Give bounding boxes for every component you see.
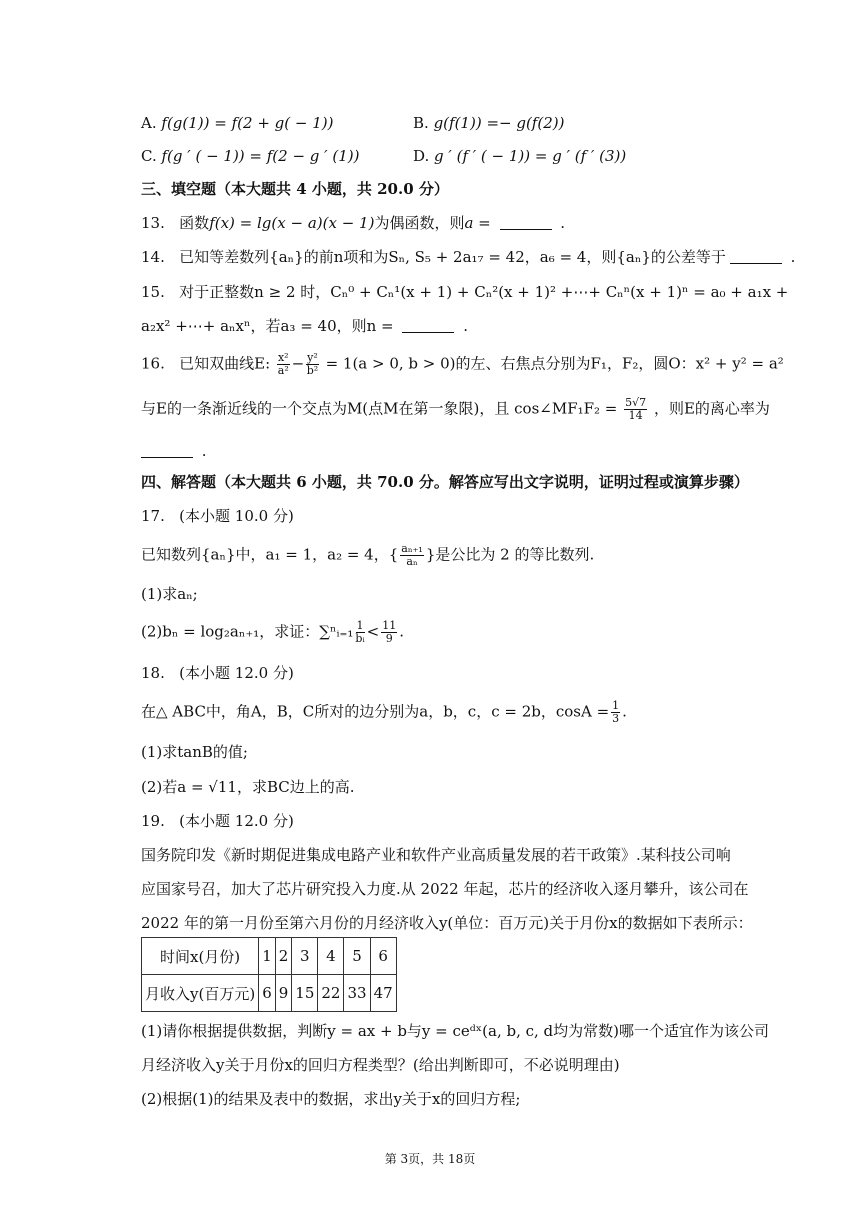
question-17-part-1: (1)求aₙ; [141,585,198,603]
question-15-line-1 [141,281,788,303]
table-row-month [142,938,397,975]
question-19-para-1: 国务院印发《新时期促进集成电路产业和软件产业高质量发展的若干政策》.某科技公司响 [141,846,731,864]
page-footer: 第 3页，共 18页 [384,1152,476,1166]
q18-score: (本小题 12.0 分) [179,664,294,682]
q19-number: 19. [141,812,165,830]
question-13 [141,212,565,234]
q17-number: 17. [141,507,165,525]
table-header-month: 时间x(月份) [142,938,259,975]
option-a-text: f(g(1)) = f(2 + g( − 1)) [161,114,334,132]
q15-number: 15. [141,283,165,301]
table-cell: 3 [292,938,318,975]
question-18-part-2: (2)若a = √11，求BC边上的高. [141,778,355,796]
section-3-heading: 三、填空题（本大题共 4 小题，共 20.0 分） [141,180,449,198]
option-c-label: C. [141,147,157,165]
q14-text: 已知等差数列{aₙ}的前n项和为Sₙ, S₅ + 2a₁₇ = 42，a₆ = 4，则{aₙ}的公差等于 [179,248,726,266]
q16-number: 16. [141,354,165,373]
q14-number: 14. [141,248,165,266]
table-cell: 15 [292,975,318,1012]
q16-line2-b: ，则E的离心率为 [653,399,770,418]
option-a-label: A. [141,114,157,132]
q16-fraction-x: $\frac{\text{x²}}{\text{a²}}$ [277,351,289,377]
q15-end: . [463,317,468,335]
option-a [141,112,333,134]
option-c-text: f(g ′ ( − 1)) = f(2 − g ′ (1)) [161,147,360,165]
table-cell: 6 [370,938,396,975]
question-17-part-2 [141,620,404,645]
option-b-label: B. [413,114,429,132]
question-19-para-3: 2022 年的第一月份至第六月份的月经济收入y(单位：百万元)关于月份x的数据如下表所示： [141,914,753,932]
q15-answer-blank [402,318,454,333]
question-19-para-2: 应国家号召，加大了芯片研究投入力度.从 2022 年起，芯片的经济收入逐月攀升，该公司在 [141,880,749,898]
option-b-text: g(f(1)) =− g(f(2)) [433,114,565,132]
table-row-income [142,975,397,1012]
q18-stem-b: . [622,702,627,721]
question-18-header [141,662,294,684]
table-cell: 5 [344,938,370,975]
q13-answer-blank [500,215,552,230]
option-b [413,112,564,134]
q16-end: . [201,442,207,460]
q17-stem-a: 已知数列{aₙ}中，a₁ = 1，a₂ = 4，{ [141,545,399,564]
q17-stem-b: }是公比为 2 的等比数列. [425,545,595,564]
question-18-part-1: (1)求tanB的值; [141,743,248,761]
q18-cos-fraction: $\frac{1}{3}$ [612,699,620,725]
q14-end: . [790,248,796,266]
table-cell: 4 [318,938,344,975]
option-d-text: g ′ (f ′ ( − 1)) = g ′ (f ′ (3)) [434,147,627,165]
q15-line1: 对于正整数n ≥ 2 时，Cₙ⁰ + Cₙ¹(x + 1) + Cₙ²(x + 1)² +⋯+ Cₙⁿ(x + 1)ⁿ = a₀ + a₁x + [179,283,789,301]
question-15-line-2 [141,315,468,337]
option-d-label: D. [413,147,430,165]
q17-bound-fraction: $\frac{11}{9}$ [382,619,397,645]
question-19-header [141,810,294,832]
table-cell: 9 [275,975,292,1012]
question-19-part-1-line-2: 月经济收入y关于月份x的回归方程类型？(给出判断即可，不必说明理由) [141,1056,620,1074]
table-cell: 2 [275,938,292,975]
q17-score: (本小题 10.0 分) [179,507,294,525]
q13-end: . [560,214,566,232]
table-cell: 22 [318,975,344,1012]
q16-fraction-y: $\frac{\text{y²}}{\text{b²}}$ [306,351,319,377]
section-4-heading: 四、解答题（本大题共 6 小题，共 70.0 分。解答应写出文字说明，证明过程或演算步骤） [141,473,749,491]
table-cell: 6 [259,975,276,1012]
question-17-header [141,505,294,527]
question-16-line-2 [141,397,770,422]
q14-answer-blank [730,249,782,264]
question-16-line-1: 16. 已知双曲线E: $\frac{\text{x²}}{\text{a²}}$ − $\frac{\text{y²}}{\text{b²}}$ = 1(a > 0, b > 0)的左、右焦点分别为F₁，F₂，圆O：x² + y² = a² [141,351,784,377]
q13-number: 13. [141,214,165,232]
table-header-income: 月收入y(百万元) [142,975,259,1012]
q16-line1-b: = 1(a > 0, b > 0)的左、右焦点分别为F₁，F₂，圆O：x² + y² = a² [325,354,784,373]
income-data-table [141,937,397,1012]
q13-var: a = [464,214,491,232]
q13-text-b: 为偶函数，则 [374,214,465,232]
option-d [413,145,626,167]
table-cell: 1 [259,938,276,975]
q15-line2: a₂x² +⋯+ aₙxⁿ，若a₃ = 40，则n = [141,317,394,335]
question-18-stem [141,700,627,725]
question-19-part-2: (2)根据(1)的结果及表中的数据，求出y关于x的回归方程; [141,1090,521,1108]
q17-ratio-fraction: $\frac{\text{aₙ₊₁}}{\text{aₙ}}$ [401,542,423,568]
q16-answer-blank [141,443,193,458]
option-c [141,145,359,167]
q17-p2-c: . [399,622,405,641]
q18-number: 18. [141,664,165,682]
question-14 [141,246,795,268]
q16-line1-a: 已知双曲线E: [179,354,275,373]
q17-p2-b: < [366,622,380,641]
question-16-line-3 [141,440,207,462]
q17-sum-fraction: $\frac{1}{\text{bᵢ}}$ [355,619,365,645]
question-17-stem [141,543,594,568]
q17-p2-a: (2)bₙ = log₂aₙ₊₁，求证：∑ⁿᵢ₌₁ [141,622,354,641]
q13-func: f(x) = lg(x − a)(x − 1) [209,214,375,232]
q18-stem-a: 在△ ABC中，角A，B，C所对的边分别为a，b，c，c = 2b，cosA = [141,702,610,721]
table-cell: 47 [370,975,396,1012]
table-cell: 33 [344,975,370,1012]
q19-score: (本小题 12.0 分) [179,812,294,830]
q16-line2-a: 与E的一条渐近线的一个交点为M(点M在第一象限)，且 cos∠MF₁F₂ = [141,399,618,418]
q16-cos-fraction: $\frac{5√7}{14}$ [625,396,647,422]
q13-text-a: 函数 [179,214,210,232]
question-19-part-1-line-1: (1)请你根据提供数据，判断y = ax + b与y = ceᵈˣ(a, b, c, d均为常数)哪一个适宜作为该公司 [141,1022,770,1040]
